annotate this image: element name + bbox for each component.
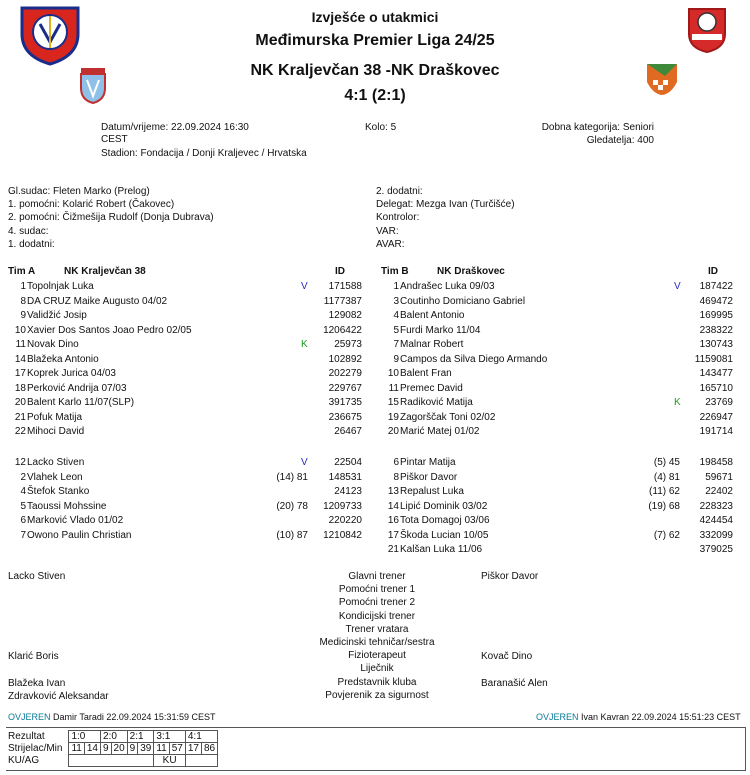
team-a-security: Zdravković Aleksandar <box>8 691 109 702</box>
jersey-number: 14 <box>387 500 399 512</box>
ku-cell <box>69 755 154 767</box>
jersey-number: 1 <box>393 281 399 292</box>
player-id: 165710 <box>699 382 733 394</box>
player-id: 1210842 <box>323 529 362 541</box>
jersey-number: 16 <box>387 515 399 526</box>
staff-role-label: Povjerenik za sigurnost <box>325 689 429 701</box>
player-id: 236675 <box>328 411 362 423</box>
player-name: Balent Fran <box>400 368 452 379</box>
team-b-name: NK Draškovec <box>437 266 505 277</box>
player-name: Vlahek Leon <box>27 471 83 483</box>
scorer-cell: 17 <box>185 743 201 755</box>
player-name: Tota Domagoj 03/06 <box>400 515 490 526</box>
staff-role-label: Trener vratara <box>345 623 409 635</box>
player-id: 469472 <box>699 295 733 307</box>
jersey-number: 18 <box>14 382 26 394</box>
player-id: 1159081 <box>694 353 733 365</box>
staff-role-label: Kondicijski trener <box>338 610 416 622</box>
substitution-info: (5) 45 <box>653 457 680 468</box>
player-id: 169995 <box>699 310 733 321</box>
player-id: 23769 <box>705 397 733 408</box>
player-id: 1206422 <box>323 324 362 336</box>
minute-cell: 14 <box>84 743 100 755</box>
result-cell: 1:0 <box>69 731 101 743</box>
jersey-number: 11 <box>15 339 26 350</box>
staff-role-label: Pomoćni trener 1 <box>338 584 416 596</box>
captain-mark: K <box>674 397 681 408</box>
team-a-physio: Klarić Boris <box>8 651 59 662</box>
player-id: 202279 <box>328 368 362 379</box>
goalkeeper-mark: V <box>301 457 308 468</box>
jersey-number: 20 <box>387 426 399 437</box>
player-name: Topolnjak Luka <box>27 281 94 292</box>
match-datetime: Datum/vrijeme: 22.09.2024 16:30 <box>101 122 249 133</box>
league-title: Međimurska Premier Liga 24/25 <box>255 32 495 49</box>
official-entry: 2. dodatni: <box>376 186 423 197</box>
jersey-number: 22 <box>14 426 26 437</box>
player-name: Štefok Stanko <box>27 486 90 497</box>
player-id: 25973 <box>334 339 362 350</box>
player-id: 171588 <box>328 281 362 292</box>
goalkeeper-mark: V <box>674 281 681 292</box>
player-name: Xavier Dos Santos Joao Pedro 02/05 <box>27 324 192 336</box>
result-cell: 2:0 <box>100 731 127 743</box>
empty-cell <box>218 755 683 767</box>
player-name: Repalust Luka <box>400 486 464 497</box>
official-entry: 2. pomoćni: Čižmešija Rudolf (Donja Dubrava) <box>8 212 214 224</box>
jersey-number: 14 <box>14 353 26 365</box>
player-name: Campos da Silva Diego Armando <box>400 353 548 365</box>
player-id: 379025 <box>699 544 733 555</box>
jersey-number: 11 <box>388 382 399 394</box>
empty-cell <box>218 743 683 755</box>
player-name: Malnar Robert <box>400 339 464 350</box>
player-name: Andrašec Luka 09/03 <box>400 281 495 292</box>
staff-role-label: Fizioterapeut <box>348 650 406 662</box>
result-cell: 3:1 <box>154 731 186 743</box>
jersey-number: 10 <box>14 324 26 336</box>
official-entry: Kontrolor: <box>376 212 420 224</box>
player-name: Marković Vlado 01/02 <box>27 515 124 526</box>
jersey-number: 5 <box>20 500 26 512</box>
team-b-head-coach: Piškor Davor <box>481 571 539 582</box>
report-title: Izvješće o utakmici <box>311 9 439 25</box>
empty-cell <box>218 731 683 743</box>
score-row-label: KU/AG <box>8 755 40 766</box>
player-id: 59671 <box>705 471 733 483</box>
player-id: 26467 <box>334 426 362 437</box>
team-b-id-header: ID <box>708 266 718 277</box>
result-cell: 4:1 <box>185 731 217 743</box>
jersey-number: 15 <box>387 397 399 408</box>
jersey-number: 1 <box>20 281 26 292</box>
score-row-label: Strijelac/Min <box>8 743 63 754</box>
substitution-info: (11) 62 <box>649 486 680 497</box>
result-cell: 2:1 <box>127 731 154 743</box>
player-name: Lipić Dominik 03/02 <box>400 500 488 512</box>
player-name: DA CRUZ Maike Augusto 04/02 <box>27 295 168 307</box>
player-id: 187422 <box>699 281 733 292</box>
jersey-number: 19 <box>387 411 399 423</box>
official-entry: 1. dodatni: <box>8 238 55 250</box>
team-b-label: Tim B <box>381 266 409 277</box>
team-b-physio: Kovač Dino <box>481 651 533 662</box>
player-name: Pofuk Matija <box>27 411 83 423</box>
jersey-number: 6 <box>20 515 26 526</box>
player-id: 22402 <box>705 486 733 497</box>
verified-label: OVJEREN <box>536 712 579 722</box>
player-name: Koprek Jurica 04/03 <box>27 368 116 379</box>
player-name: Lacko Stiven <box>27 457 85 468</box>
jersey-number: 21 <box>387 544 399 555</box>
ku-cell <box>185 755 217 767</box>
player-id: 22504 <box>334 457 362 468</box>
staff-role-label: Glavni trener <box>348 571 406 582</box>
player-name: Pintar Matija <box>400 457 456 468</box>
player-id: 24123 <box>334 486 362 497</box>
jersey-number: 8 <box>393 471 399 483</box>
staff-role-label: Pomoćni trener 2 <box>338 597 416 609</box>
jersey-number: 21 <box>14 411 26 423</box>
player-id: 148531 <box>328 471 362 483</box>
jersey-number: 2 <box>20 471 26 483</box>
scorer-cell: 9 <box>100 743 111 755</box>
player-id: 102892 <box>328 353 362 365</box>
ku-cell: KU <box>154 755 186 767</box>
substitution-info: (20) 78 <box>276 500 308 512</box>
player-id: 198458 <box>699 457 733 468</box>
player-id: 229767 <box>328 382 362 394</box>
player-id: 1177387 <box>323 295 362 307</box>
jersey-number: 9 <box>393 353 399 365</box>
minute-cell: 57 <box>169 743 185 755</box>
player-id: 238322 <box>699 324 733 336</box>
spectators-count: Gledatelja: 400 <box>586 135 654 146</box>
scorer-cell: 11 <box>154 743 169 755</box>
minute-cell: 86 <box>202 743 218 755</box>
jersey-number: 12 <box>14 457 26 468</box>
player-name: Piškor Davor <box>400 471 458 483</box>
player-id: 226947 <box>699 411 733 423</box>
player-id: 424454 <box>699 515 733 526</box>
player-id: 220220 <box>328 515 362 526</box>
goalkeeper-mark: V <box>301 281 308 292</box>
player-name: Owono Paulin Christian <box>27 529 132 541</box>
match-stadium: Stadion: Fondacija / Donji Kraljevec / Hrvatska <box>101 148 307 159</box>
jersey-number: 7 <box>393 339 399 350</box>
jersey-number: 13 <box>387 486 399 497</box>
player-id: 1209733 <box>323 500 362 512</box>
player-name: Perković Andrija 07/03 <box>27 382 127 394</box>
player-name: Balent Karlo 11/07(SLP) <box>27 397 135 408</box>
substitution-info: (7) 62 <box>653 529 680 541</box>
team-b-club-rep: Baranašić Alen <box>481 678 548 689</box>
score-table-top-rule <box>6 727 746 728</box>
player-name: Marić Matej 01/02 <box>400 426 480 437</box>
verification-right <box>536 711 741 723</box>
player-id: 143477 <box>699 368 733 379</box>
player-name: Balent Antonio <box>400 310 465 321</box>
jersey-number: 17 <box>14 368 26 379</box>
player-name: Coutinho Domiciano Gabriel <box>400 295 526 307</box>
team-a-id-header: ID <box>335 266 345 277</box>
match-title: NK Kraljevčan 38 -NK Draškovec <box>250 62 500 79</box>
verified-by-home: Damir Taradi 22.09.2024 15:31:59 CEST <box>53 712 216 722</box>
player-name: Kalšan Luka 11/06 <box>400 544 483 555</box>
player-name: Furdi Marko 11/04 <box>400 324 481 336</box>
jersey-number: 7 <box>20 529 26 541</box>
player-name: Blažeka Antonio <box>27 353 99 365</box>
jersey-number: 6 <box>393 457 399 468</box>
player-name: Premec David <box>400 382 463 394</box>
jersey-number: 8 <box>20 295 26 307</box>
jersey-number: 3 <box>393 295 399 307</box>
player-id: 129082 <box>328 310 362 321</box>
captain-mark: K <box>301 339 308 350</box>
jersey-number: 5 <box>393 324 399 336</box>
player-id: 191714 <box>699 426 733 437</box>
staff-role-label: Medicinski tehničar/sestra <box>319 637 435 648</box>
player-name: Zagorščak Toni 02/02 <box>400 411 496 423</box>
team-a-name: NK Kraljevčan 38 <box>64 266 146 277</box>
match-timezone: CEST <box>101 134 128 145</box>
staff-role-label: Liječnik <box>360 663 394 675</box>
player-name: Škoda Lucian 10/05 <box>400 529 489 541</box>
player-name: Radiković Matija <box>400 397 473 408</box>
team-a-label: Tim A <box>8 266 36 277</box>
age-category: Dobna kategorija: Seniori <box>541 122 654 133</box>
jersey-number: 17 <box>387 529 399 541</box>
official-entry: VAR: <box>376 225 399 237</box>
player-id: 332099 <box>699 529 733 541</box>
jersey-number: 4 <box>20 486 26 497</box>
substitution-info: (19) 68 <box>648 500 680 512</box>
player-id: 228323 <box>699 500 733 512</box>
player-id: 391735 <box>328 397 362 408</box>
official-entry: 4. sudac: <box>8 225 49 237</box>
jersey-number: 10 <box>387 368 399 379</box>
scorer-cell: 11 <box>69 743 84 755</box>
jersey-number: 20 <box>14 397 26 408</box>
match-round: Kolo: 5 <box>365 122 397 133</box>
player-name: Validžić Josip <box>27 310 87 321</box>
team-a-head-coach: Lacko Stiven <box>8 571 66 582</box>
score-table-right-rule <box>745 727 746 770</box>
official-entry: 1. pomoćni: Kolarić Robert (Čakovec) <box>8 199 175 211</box>
substitution-info: (4) 81 <box>653 471 680 483</box>
score-table <box>6 730 682 767</box>
official-entry: Gl.sudac: Fleten Marko (Prelog) <box>8 186 150 197</box>
player-name: Mihoci David <box>27 426 85 437</box>
score-row-label: Rezultat <box>8 731 45 742</box>
minute-cell: 39 <box>138 743 154 755</box>
player-id: 130743 <box>699 339 733 350</box>
score-table-bottom-rule <box>6 770 746 771</box>
player-name: Taoussi Mohssine <box>27 500 107 512</box>
scorer-cell: 9 <box>127 743 138 755</box>
jersey-number: 4 <box>393 310 399 321</box>
official-entry: AVAR: <box>376 238 405 250</box>
player-name: Novak Dino <box>27 339 79 350</box>
team-a-club-rep: Blažeka Ivan <box>8 678 66 689</box>
minute-cell: 20 <box>111 743 127 755</box>
final-score: 4:1 (2:1) <box>344 87 406 104</box>
official-entry: Delegat: Mezga Ivan (Turčišće) <box>376 199 515 211</box>
verified-label: OVJEREN <box>8 712 51 722</box>
staff-role-label: Predstavnik kluba <box>337 676 417 688</box>
verified-by-away: Ivan Kavran 22.09.2024 15:51:23 CEST <box>581 712 741 722</box>
substitution-info: (14) 81 <box>276 471 308 483</box>
verification-left <box>8 711 215 723</box>
substitution-info: (10) 87 <box>276 529 308 541</box>
jersey-number: 9 <box>20 310 26 321</box>
